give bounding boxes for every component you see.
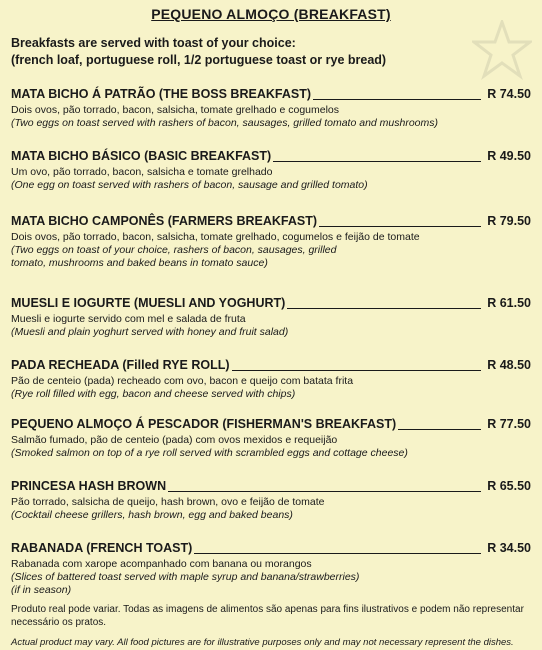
leader-line xyxy=(273,161,481,162)
item-desc-en: (Two eggs on toast of your choice, rashers of bacon, sausages, grilled tomato, mushrooms and baked beans in tomato sauce) xyxy=(11,244,337,269)
item-name: MATA BICHO CAMPONÊS (FARMERS BREAKFAST) xyxy=(11,214,318,228)
menu-item-boss-breakfast xyxy=(11,87,531,130)
item-desc-en-note: (if in season) xyxy=(11,584,72,596)
item-price: R 74.50 xyxy=(487,87,531,101)
menu-item-filled-rye-roll xyxy=(11,358,531,401)
menu-item-princesa-hash-brown xyxy=(11,479,531,522)
leader-line xyxy=(313,99,481,100)
item-desc-en: (Cocktail cheese grillers, hash brown, egg and baked beans) xyxy=(11,509,293,521)
menu-item-fishermans-breakfast xyxy=(11,417,531,460)
leader-line xyxy=(398,429,481,430)
item-desc-en: (One egg on toast served with rashers of bacon, sausage and grilled tomato) xyxy=(11,179,368,191)
intro-line-1: Breakfasts are served with toast of your choice: xyxy=(11,36,296,50)
item-name: MATA BICHO BÁSICO (BASIC BREAKFAST) xyxy=(11,149,272,163)
leader-line xyxy=(287,308,481,309)
item-name: MATA BICHO Á PATRÃO (THE BOSS BREAKFAST) xyxy=(11,87,311,101)
item-desc-pt: Pão de centeio (pada) recheado com ovo, bacon e queijo com batata frita xyxy=(11,375,354,387)
item-desc-pt: Um ovo, pão torrado, bacon, salsicha e tomate grelhado xyxy=(11,166,273,178)
leader-line xyxy=(232,370,481,371)
item-price: R 34.50 xyxy=(487,541,531,555)
item-name: PEQUENO ALMOÇO Á PESCADOR (FISHERMAN'S BREAKFAST) xyxy=(11,417,397,431)
item-price: R 48.50 xyxy=(487,358,531,372)
item-desc-en: (Muesli and plain yoghurt served with honey and fruit salad) xyxy=(11,326,289,338)
menu-item-french-toast xyxy=(11,541,531,597)
item-desc-pt: Pão torrado, salsicha de queijo, hash brown, ovo e feijão de tomate xyxy=(11,496,325,508)
item-desc-en: (Smoked salmon on top of a rye roll served with scrambled eggs and cottage cheese) xyxy=(11,447,408,459)
item-price: R 61.50 xyxy=(487,296,531,310)
menu-title: PEQUENO ALMOÇO (BREAKFAST) xyxy=(151,6,391,22)
item-desc-en: (Rye roll filled with egg, bacon and cheese served with chips) xyxy=(11,388,296,400)
item-name: PADA RECHEADA (Filled RYE ROLL) xyxy=(11,358,230,372)
leader-line xyxy=(194,553,481,554)
intro-line-2: (french loaf, portuguese roll, 1/2 portuguese toast or rye bread) xyxy=(11,53,387,67)
item-desc-en: (Two eggs on toast served with rashers of bacon, sausages, grilled tomato and mushrooms) xyxy=(11,117,439,129)
item-name: MUESLI E IOGURTE (MUESLI AND YOGHURT) xyxy=(11,296,286,310)
disclaimer-pt: Produto real pode variar. Todas as imagens de alimentos são apenas para fins ilustrativos e podem não representar necessário os pratos. xyxy=(11,604,524,628)
item-desc-pt: Dois ovos, pão torrado, bacon, salsicha, tomate grelhado e cogumelos xyxy=(11,104,340,116)
leader-line xyxy=(168,491,481,492)
leader-line xyxy=(319,226,481,227)
item-price: R 65.50 xyxy=(487,479,531,493)
item-desc-pt: Rabanada com xarope acompanhado com banana ou morangos xyxy=(11,558,312,570)
menu-item-basic-breakfast xyxy=(11,149,531,192)
item-name: PRINCESA HASH BROWN xyxy=(11,479,167,493)
item-desc-pt: Muesli e iogurte servido com mel e salada de fruta xyxy=(11,313,246,325)
item-price: R 49.50 xyxy=(487,149,531,163)
disclaimer-en: Actual product may vary. All food pictures are for illustrative purposes only and may not necessary represent the dishes. xyxy=(11,637,514,648)
item-desc-pt: Salmão fumado, pão de centeio (pada) com ovos mexidos e requeijão xyxy=(11,434,338,446)
item-price: R 79.50 xyxy=(487,214,531,228)
item-desc-pt: Dois ovos, pão torrado, bacon, salsicha, tomate grelhado, cogumelos e feijão de tomate xyxy=(11,231,420,243)
intro-text xyxy=(11,35,531,69)
item-name: RABANADA (FRENCH TOAST) xyxy=(11,541,193,555)
menu-item-farmers-breakfast xyxy=(11,214,531,270)
item-price: R 77.50 xyxy=(487,417,531,431)
menu-item-muesli-yoghurt xyxy=(11,296,531,339)
item-desc-en: (Slices of battered toast served with maple syrup and banana/strawberries) xyxy=(11,571,360,583)
